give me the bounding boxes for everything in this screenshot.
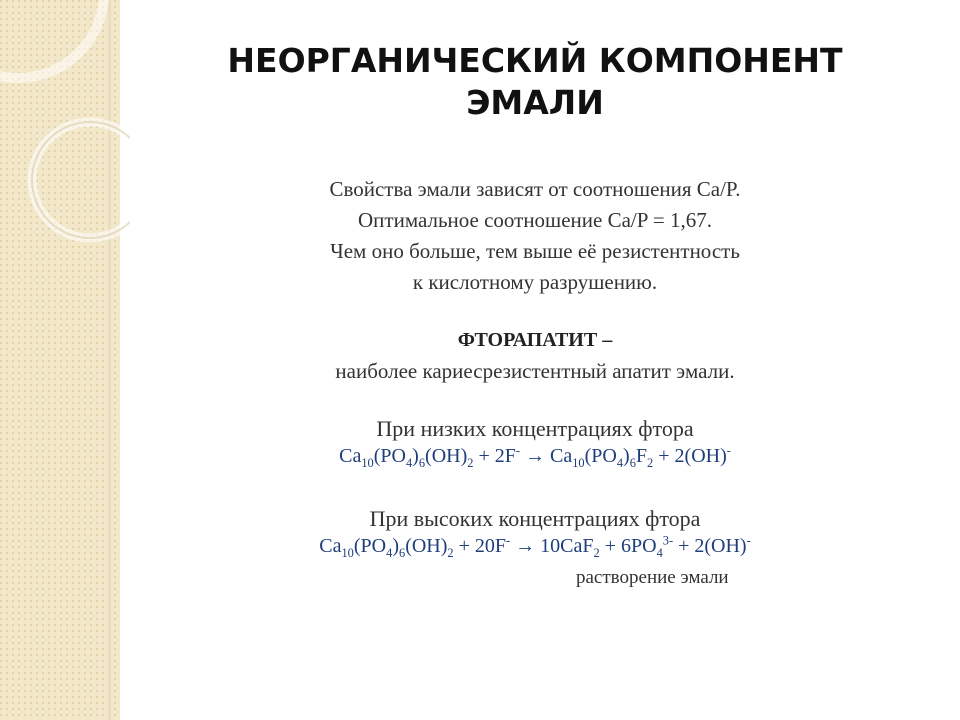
eq-sup: - (726, 443, 731, 458)
eq-sub: 4 (386, 546, 393, 560)
intro-line-2: Оптимальное соотношение Ca/P = 1,67. (358, 208, 712, 232)
decorative-rings-icon (0, 0, 130, 260)
eq-part: (PO (373, 445, 406, 467)
eq-sub: 4 (616, 456, 624, 470)
eq-part: + 2(OH) (653, 445, 727, 467)
eq-part: (PO (584, 445, 617, 467)
eq-sub: 2 (593, 546, 600, 560)
eq-sub: 6 (418, 456, 426, 470)
eq-sub: 6 (629, 456, 636, 470)
eq-part: ) (412, 445, 419, 467)
title-line-2: ЭМАЛИ (466, 83, 604, 122)
eq-sub: 10 (572, 456, 585, 470)
eq-sup: - (515, 443, 520, 458)
eq-part: (OH) (425, 445, 468, 467)
title-line-1: НЕОРГАНИЧЕСКИЙ КОМПОНЕНТ (227, 41, 843, 80)
eq-part: → 10CaF (510, 535, 594, 557)
eq-part: ) (623, 445, 630, 467)
eq-sub: 2 (447, 546, 454, 560)
enamel-dissolution-note: растворение эмали (576, 567, 729, 588)
intro-line-4: к кислотному разрушению. (412, 270, 658, 294)
intro-paragraph (140, 174, 930, 298)
eq-part: → Ca (520, 445, 573, 467)
eq-part: + 2F (473, 445, 516, 467)
low-concentration-equation (140, 442, 930, 470)
eq-sub: 2 (647, 456, 654, 470)
high-concentration-equation (140, 532, 930, 560)
eq-part: ) (392, 535, 399, 557)
low-concentration-label: При низких концентрациях фтора (376, 416, 694, 441)
eq-sub: 2 (467, 456, 474, 470)
eq-part: (PO (353, 535, 387, 557)
eq-part: + 6PO (599, 535, 657, 557)
fluorapatite-heading: ФТОРАПАТИТ – (457, 329, 613, 351)
eq-sup: - (746, 533, 751, 548)
eq-sup: 3- (662, 533, 674, 548)
eq-sub: 6 (398, 546, 406, 560)
high-concentration-label: При высоких концентрациях фтора (369, 506, 701, 531)
eq-sup: - (506, 533, 511, 548)
eq-part: (OH) (405, 535, 448, 557)
fluorapatite-description: наиболее кариесрезистентный апатит эмали. (335, 359, 735, 383)
eq-part: + 2(OH) (673, 535, 747, 557)
intro-line-3: Чем оно больше, тем выше её резистентность (330, 239, 740, 263)
eq-sub: 4 (656, 546, 663, 560)
slide-title (140, 40, 930, 124)
eq-part: Ca (339, 445, 362, 467)
intro-line-1: Свойства эмали зависят от соотношения Ca/P. (329, 177, 741, 201)
eq-sub: 10 (361, 456, 374, 470)
eq-sub: 4 (405, 456, 413, 470)
fluorapatite-block (140, 325, 930, 387)
eq-sub: 10 (341, 546, 354, 560)
eq-part: F (635, 445, 648, 467)
eq-part: Ca (319, 535, 342, 557)
eq-part: + 20F (453, 535, 507, 557)
